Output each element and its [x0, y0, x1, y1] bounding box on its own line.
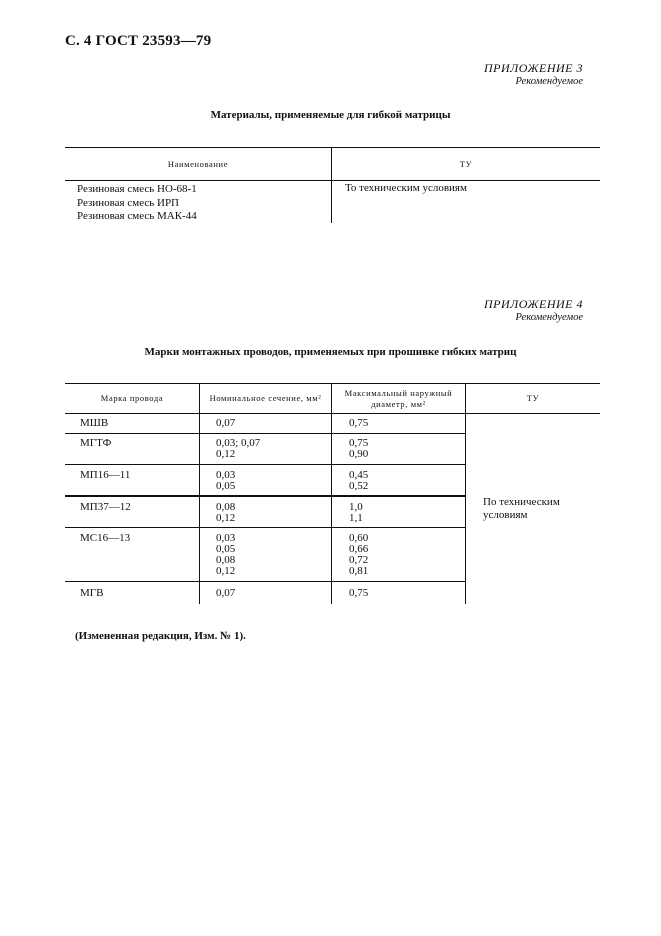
- table-divider: [199, 383, 200, 604]
- appendix-4-title: ПРИЛОЖЕНИЕ 4: [484, 297, 583, 311]
- wire-section-value: 0,03; 0,07: [216, 437, 261, 449]
- appendix-3-title: ПРИЛОЖЕНИЕ 3: [484, 61, 583, 75]
- wire-section-value: 0,05: [216, 543, 236, 555]
- wire-diameter-value: 0,75: [349, 417, 369, 429]
- wire-diameter-value: 0,75: [349, 437, 369, 449]
- wire-diameter-value: 0,90: [349, 448, 369, 460]
- wire-sections: [216, 533, 235, 577]
- column-header-mark: Марка провода: [100, 393, 164, 403]
- wire-diameter-value: 0,60: [349, 532, 369, 544]
- revision-note: (Измененная редакция, Изм. № 1).: [75, 630, 246, 642]
- material-name: Резиновая смесь МАК-44: [77, 210, 197, 222]
- row-rule: [65, 464, 465, 465]
- wire-section-value: 0,12: [216, 448, 236, 460]
- wire-mark: МП16—11: [80, 469, 131, 481]
- table-rule: [65, 383, 600, 384]
- wires-tu: [483, 496, 560, 522]
- column-header-tu: ТУ: [459, 159, 473, 169]
- wire-section-value: 0,03: [216, 532, 236, 544]
- wire-mark: МС16—13: [80, 532, 131, 544]
- table-divider: [465, 383, 466, 604]
- wire-section-value: 0,08: [216, 554, 236, 566]
- table-rule: [65, 413, 600, 414]
- row-rule: [65, 527, 465, 528]
- column-header-diameter-line2: диаметр, мм²: [371, 399, 426, 409]
- appendix-4-subtitle: Рекомендуемое: [515, 312, 583, 323]
- wire-diameter-value: 0,72: [349, 554, 369, 566]
- materials-tu: То техническим условиям: [345, 182, 467, 194]
- wire-diameter-value: 1,1: [349, 512, 363, 524]
- wire-diameter-value: 0,45: [349, 469, 369, 481]
- column-header-diameter-line1: Максимальный наружный: [344, 388, 453, 398]
- wires-tu-line2: условиям: [483, 509, 528, 521]
- wire-diameters: [349, 470, 368, 492]
- wire-mark: МШВ: [80, 417, 109, 429]
- wire-section-value: 0,07: [216, 417, 236, 429]
- appendix-3-label: [484, 62, 583, 88]
- wire-diameters: [349, 533, 368, 577]
- column-header-name: Наименование: [167, 159, 229, 169]
- row-rule: [65, 433, 465, 434]
- wire-section-value: 0,03: [216, 469, 236, 481]
- wire-diameters: [349, 438, 368, 460]
- appendix-3-subtitle: Рекомендуемое: [515, 76, 583, 87]
- table-divider: [331, 383, 332, 604]
- wire-diameters: [349, 418, 368, 429]
- wire-diameter-value: 0,52: [349, 480, 369, 492]
- appendix-3-heading: Материалы, применяемые для гибкой матрицы: [210, 109, 451, 121]
- wire-mark: МГВ: [80, 587, 104, 599]
- wire-section-value: 0,07: [216, 587, 236, 599]
- wire-diameters: [349, 588, 368, 599]
- wire-sections: [216, 470, 235, 492]
- material-name: Резиновая смесь НО-68-1: [77, 183, 197, 195]
- wire-section-value: 0,08: [216, 501, 236, 513]
- column-header-section: Номинальное сечение, мм²: [209, 393, 322, 403]
- materials-list: [77, 183, 197, 224]
- table-rule: [65, 180, 600, 181]
- appendix-4-label: [484, 298, 583, 324]
- column-header-tu: ТУ: [526, 393, 540, 403]
- wires-tu-line1: По техническим: [483, 496, 560, 508]
- column-header-diameter: [332, 388, 465, 410]
- wire-section-value: 0,12: [216, 565, 236, 577]
- wire-diameter-value: 0,75: [349, 587, 369, 599]
- wire-section-value: 0,05: [216, 480, 236, 492]
- wire-diameter-value: 0,81: [349, 565, 369, 577]
- wire-sections: [216, 502, 235, 524]
- appendix-4-heading: Марки монтажных проводов, применяемых при прошивке гибких матриц: [144, 346, 517, 358]
- wire-diameter-value: 0,66: [349, 543, 369, 555]
- row-rule: [65, 581, 465, 582]
- wire-mark: МП37—12: [80, 501, 131, 513]
- wire-diameter-value: 1,0: [349, 501, 363, 513]
- row-rule: [65, 495, 465, 497]
- wire-diameters: [349, 502, 363, 524]
- material-name: Резиновая смесь ИРП: [77, 196, 180, 209]
- page-header: С. 4 ГОСТ 23593—79: [65, 33, 212, 49]
- wire-mark: МГТФ: [80, 437, 112, 449]
- wire-section-value: 0,12: [216, 512, 236, 524]
- table-rule: [65, 147, 600, 148]
- wire-sections: [216, 588, 235, 599]
- wire-sections: [216, 418, 235, 429]
- wire-sections: [216, 438, 260, 460]
